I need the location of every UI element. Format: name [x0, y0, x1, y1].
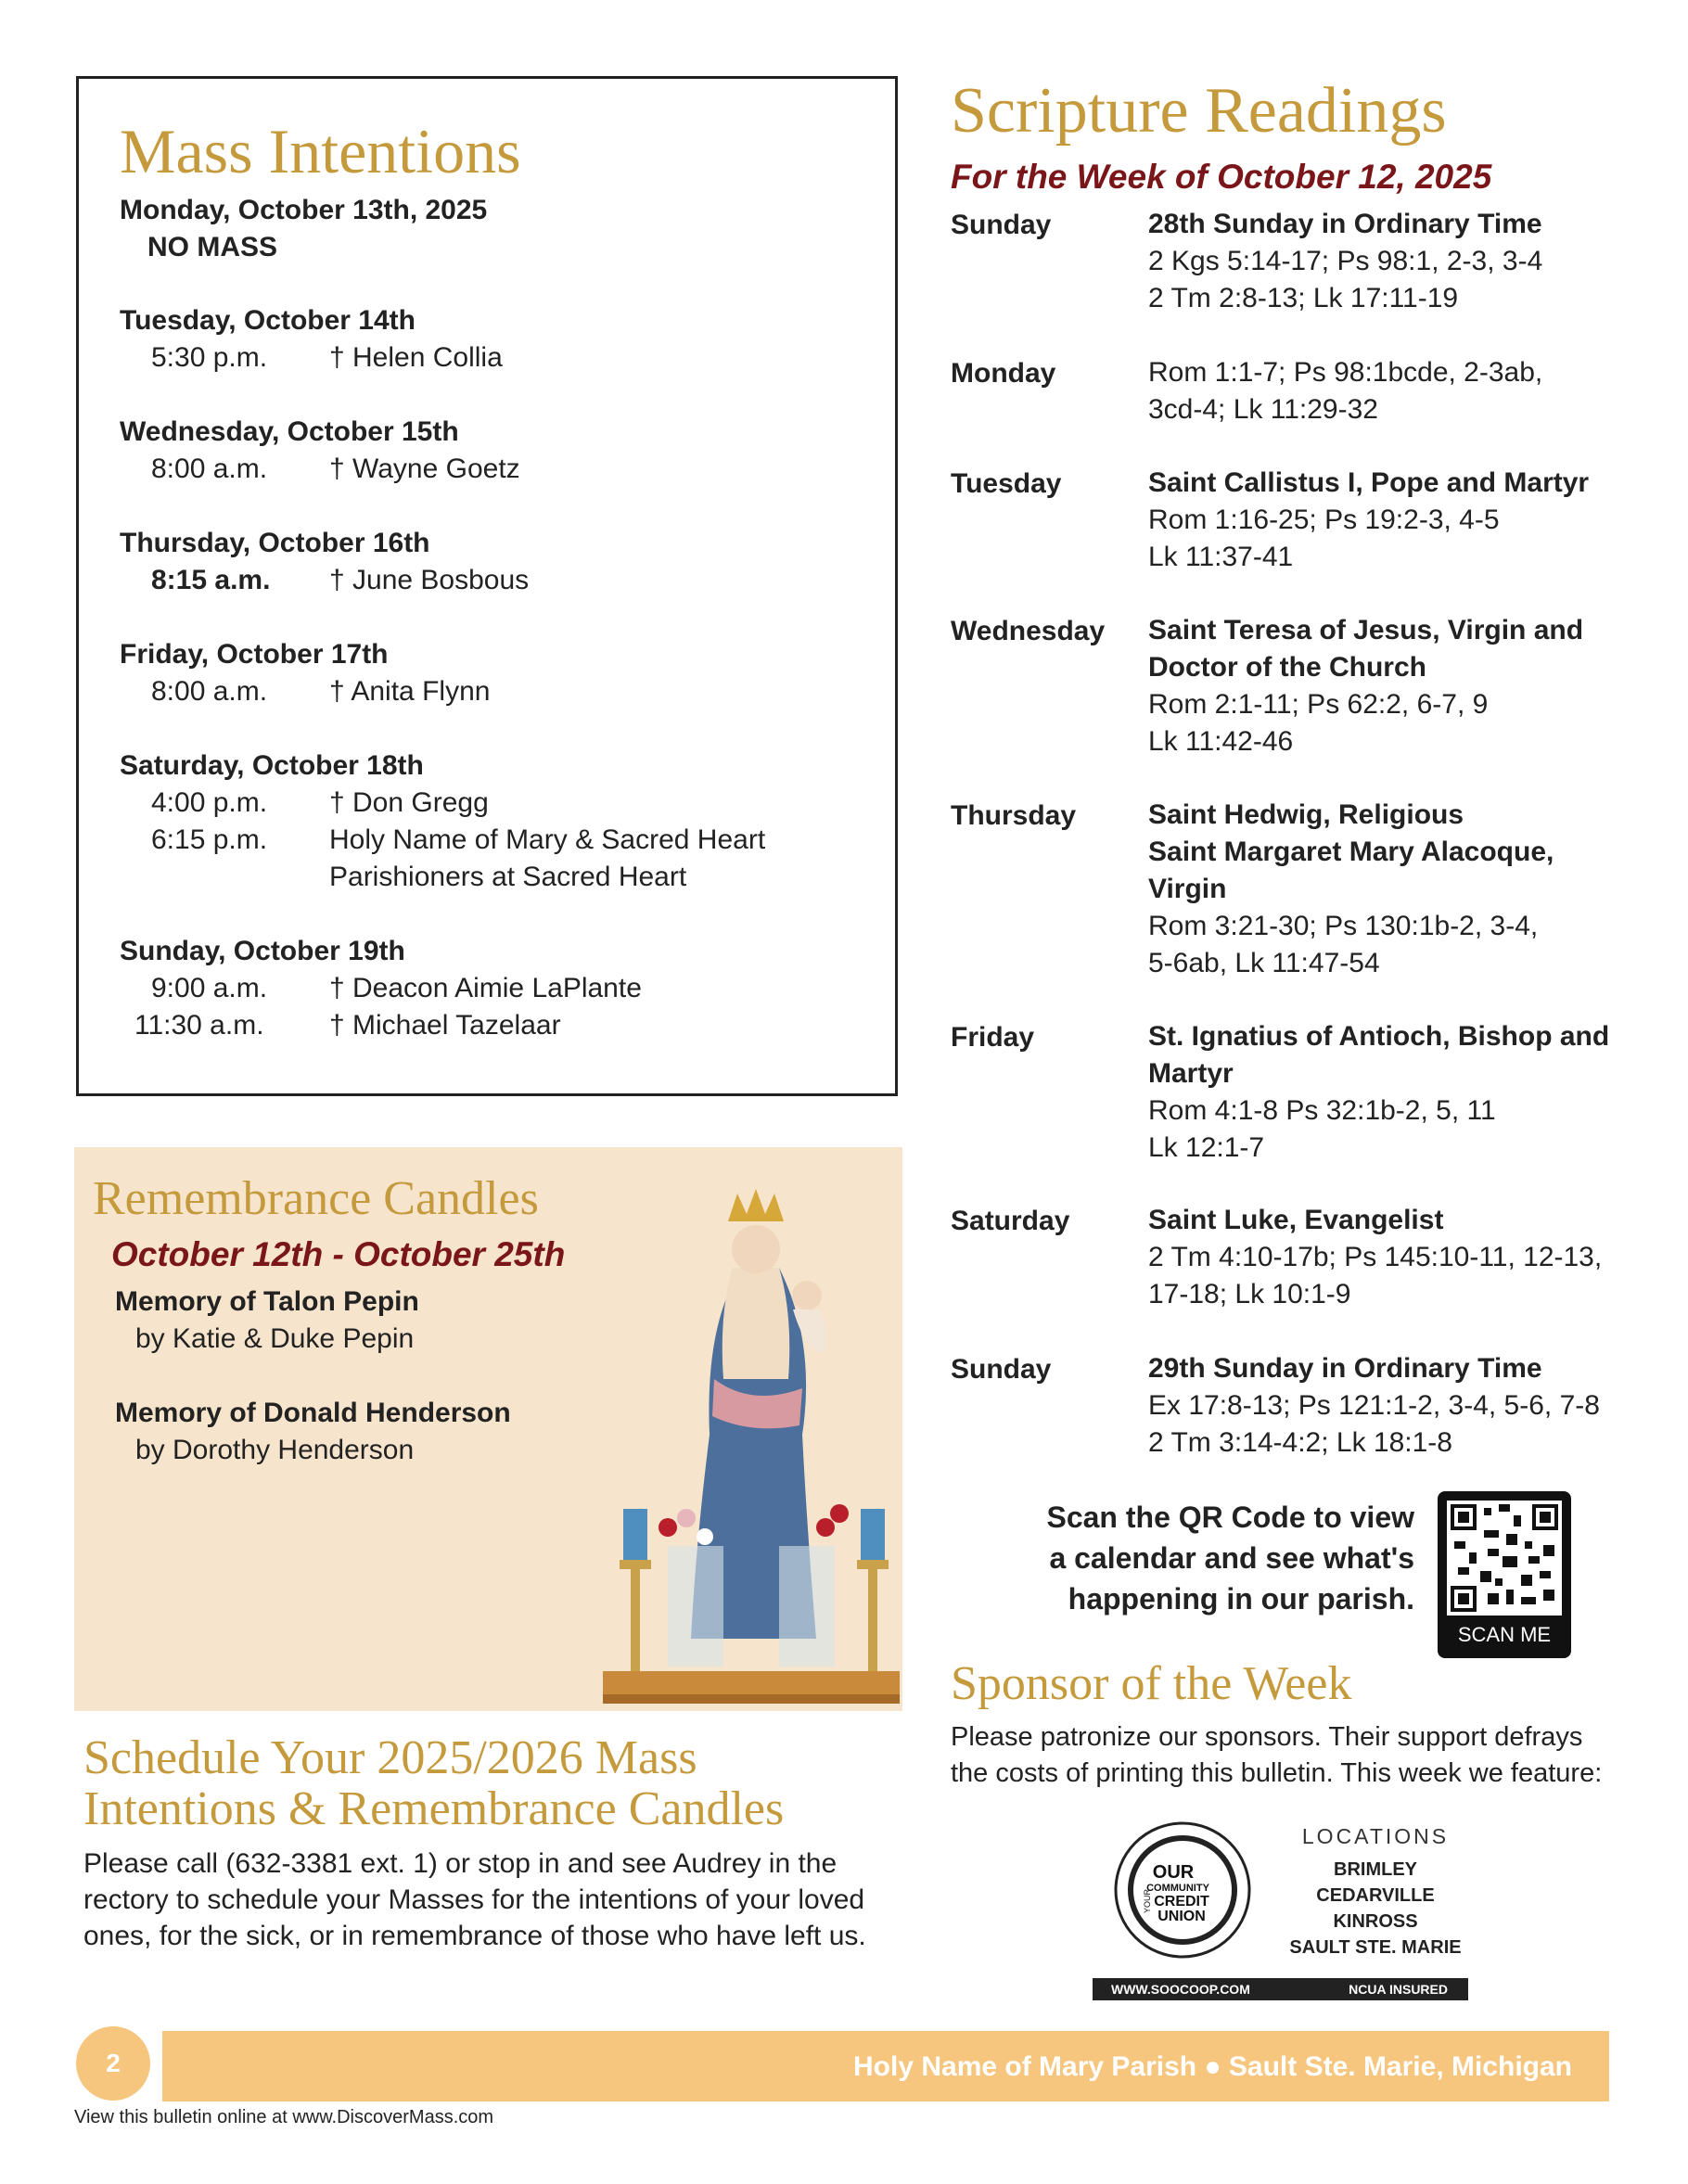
reading-feast: Saint Luke, Evangelist: [1148, 1205, 1444, 1235]
reading-details: [1148, 612, 1630, 760]
reading-refs: Lk 12:1-7: [1148, 1132, 1265, 1163]
reading-details: [1148, 1202, 1630, 1313]
reading-refs: Lk 11:42-46: [1148, 726, 1294, 757]
candles-title: Remembrance Candles: [93, 1172, 539, 1225]
reading-refs: 2 Kgs 5:14-17; Ps 98:1, 2-3, 3-4: [1148, 246, 1543, 276]
reading-feast: St. Ignatius of Antioch, Bishop and: [1148, 1021, 1610, 1052]
location-item: BRIMLEY: [1334, 1859, 1417, 1880]
reading-feast: Saint Teresa of Jesus, Virgin and: [1148, 615, 1584, 645]
reading-day: Thursday: [951, 800, 1077, 831]
mass-day-thursday: Thursday, October 16th: [120, 528, 430, 558]
schedule-title: [83, 1732, 784, 1834]
logo-side-text: YOUR: [1143, 1888, 1152, 1913]
logo-word: CREDIT: [1154, 1894, 1209, 1909]
reading-refs: Lk 11:37-41: [1148, 542, 1294, 572]
mass-time: 5:30 p.m.: [151, 342, 268, 373]
candles-dates: October 12th - October 25th: [111, 1235, 566, 1273]
mass-intention-name: † Wayne Goetz: [329, 453, 520, 484]
scan-me-label: SCAN ME: [1457, 1623, 1552, 1646]
mass-intention-name: † June Bosbous: [329, 565, 530, 595]
reading-feast: Saint Hedwig, Religious: [1148, 799, 1464, 830]
remembrance-candles-panel: [74, 1147, 902, 1711]
reading-feast: Saint Callistus I, Pope and Martyr: [1148, 467, 1590, 498]
mass-intention-name-cont: Parishioners at Sacred Heart: [329, 862, 687, 892]
reading-feast: Doctor of the Church: [1148, 652, 1426, 683]
mass-day-tuesday: Tuesday, October 14th: [120, 305, 416, 336]
qr-instructions: [983, 1497, 1414, 1619]
ad-ncua: NCUA INSURED: [1349, 1982, 1448, 1997]
mass-time: 8:00 a.m.: [151, 676, 268, 707]
memory-by: by Dorothy Henderson: [135, 1435, 415, 1465]
scripture-title: Scripture Readings: [951, 75, 1447, 147]
mass-time: 8:15 a.m.: [151, 565, 271, 595]
mass-intention-name: † Don Gregg: [329, 787, 489, 818]
footer-parish: Holy Name of Mary Parish ● Sault Ste. Marie, Michigan: [853, 2051, 1572, 2082]
reading-day: Friday: [951, 1022, 1035, 1053]
memory-title: Memory of Donald Henderson: [115, 1398, 511, 1428]
mass-intentions-title: Mass Intentions: [120, 116, 521, 186]
reading-feast: Saint Margaret Mary Alacoque,: [1148, 837, 1554, 867]
schedule-text: Please call (632-3381 ext. 1) or stop in and see Audrey in the rectory to schedule your Masses for the intentions of your loved ones, for the sick, or in remembrance of those who have left us.: [83, 1848, 866, 1951]
reading-refs: Ex 17:8-13; Ps 121:1-2, 3-4, 5-6, 7-8: [1148, 1390, 1600, 1421]
reading-details: [1148, 797, 1630, 982]
credit-union-logo: [1113, 1820, 1252, 1960]
mass-intention-name: † Michael Tazelaar: [329, 1010, 561, 1041]
mass-intention-name: † Anita Flynn: [329, 676, 491, 707]
schedule-title-line1: Schedule Your 2025/2026 Mass: [83, 1731, 697, 1784]
reading-refs: 3cd-4; Lk 11:29-32: [1148, 394, 1378, 425]
location-item: KINROSS: [1333, 1911, 1418, 1932]
reading-refs: 5-6ab, Lk 11:47-54: [1148, 948, 1380, 978]
reading-day: Saturday: [951, 1206, 1070, 1236]
qr-line: happening in our parish.: [1068, 1582, 1414, 1616]
madonna-statue-image: [603, 1156, 902, 1711]
mass-time: 4:00 p.m.: [151, 787, 268, 818]
logo-word: UNION: [1157, 1909, 1206, 1924]
reading-day: Sunday: [951, 1354, 1052, 1385]
memory-by: by Katie & Duke Pepin: [135, 1323, 415, 1354]
reading-details: [1148, 1018, 1630, 1167]
online-link-text[interactable]: View this bulletin online at www.DiscoverMass.com: [74, 2107, 494, 2127]
memory-title: Memory of Talon Pepin: [115, 1286, 419, 1317]
reading-refs: 2 Tm 4:10-17b; Ps 145:10-11, 12-13,: [1148, 1242, 1603, 1272]
reading-refs: 2 Tm 2:8-13; Lk 17:11-19: [1148, 283, 1459, 313]
schedule-title-line2: Intentions & Remembrance Candles: [83, 1782, 785, 1835]
reading-feast: Virgin: [1148, 874, 1227, 904]
reading-feast: 29th Sunday in Ordinary Time: [1148, 1353, 1542, 1384]
reading-refs: Rom 3:21-30; Ps 130:1b-2, 3-4,: [1148, 911, 1539, 941]
mass-time: 6:15 p.m.: [151, 824, 268, 855]
logo-word: OUR: [1152, 1862, 1195, 1883]
mass-day-monday: Monday, October 13th, 2025: [120, 195, 488, 225]
reading-refs: 17-18; Lk 10:1-9: [1148, 1279, 1351, 1309]
mass-day-saturday: Saturday, October 18th: [120, 750, 424, 781]
reading-details: [1148, 354, 1630, 428]
qr-code[interactable]: [1438, 1491, 1571, 1658]
mass-intention-name: † Helen Collia: [329, 342, 503, 373]
reading-day: Monday: [951, 358, 1056, 389]
reading-day: Tuesday: [951, 468, 1062, 499]
location-item: CEDARVILLE: [1316, 1885, 1435, 1906]
reading-refs: Rom 1:1-7; Ps 98:1bcde, 2-3ab,: [1148, 357, 1543, 388]
reading-feast: 28th Sunday in Ordinary Time: [1148, 209, 1542, 239]
reading-refs: Rom 4:1-8 Ps 32:1b-2, 5, 11: [1148, 1095, 1496, 1126]
mass-intentions-box: [76, 76, 898, 1096]
sponsor-title: Sponsor of the Week: [951, 1657, 1352, 1710]
mass-time: 11:30 a.m.: [134, 1010, 264, 1041]
locations-title: LOCATIONS: [1301, 1824, 1450, 1848]
mass-intention-name: † Deacon Aimie LaPlante: [329, 973, 642, 1003]
logo-word: COMMUNITY: [1146, 1883, 1209, 1894]
reading-day: Sunday: [951, 210, 1052, 240]
footer-bar: [162, 2031, 1609, 2101]
qr-code-icon: [1447, 1501, 1562, 1616]
sponsor-ad[interactable]: [1093, 1804, 1468, 2003]
reading-details: [1148, 465, 1630, 576]
mass-day-wednesday: Wednesday, October 15th: [120, 416, 459, 447]
mass-day-sunday: Sunday, October 19th: [120, 936, 405, 966]
mass-time: 8:00 a.m.: [151, 453, 268, 484]
reading-refs: Rom 1:16-25; Ps 19:2-3, 4-5: [1148, 504, 1500, 535]
qr-line: Scan the QR Code to view: [1046, 1501, 1414, 1534]
page-number: 2: [76, 2026, 150, 2101]
scripture-week: For the Week of October 12, 2025: [951, 158, 1492, 196]
reading-refs: Rom 2:1-11; Ps 62:2, 6-7, 9: [1148, 689, 1489, 720]
reading-details: [1148, 206, 1630, 317]
mass-time: 9:00 a.m.: [151, 973, 268, 1003]
reading-refs: 2 Tm 3:14-4:2; Lk 18:1-8: [1148, 1427, 1452, 1458]
reading-details: [1148, 1350, 1630, 1462]
reading-day: Wednesday: [951, 616, 1106, 646]
qr-line: a calendar and see what's: [1049, 1541, 1414, 1575]
mass-day-friday: Friday, October 17th: [120, 639, 389, 670]
sponsor-text: Please patronize our sponsors. Their support defrays the costs of printing this bulletin. This week we feature:: [951, 1722, 1603, 1788]
ad-footer-bar: [1093, 1978, 1468, 2000]
mass-intention-name: Holy Name of Mary & Sacred Heart: [329, 824, 766, 855]
reading-feast: Martyr: [1148, 1058, 1234, 1089]
ad-website[interactable]: WWW.SOOCOOP.COM: [1111, 1982, 1250, 1997]
location-item: SAULT STE. MARIE: [1289, 1937, 1462, 1958]
no-mass-note: NO MASS: [147, 232, 278, 262]
